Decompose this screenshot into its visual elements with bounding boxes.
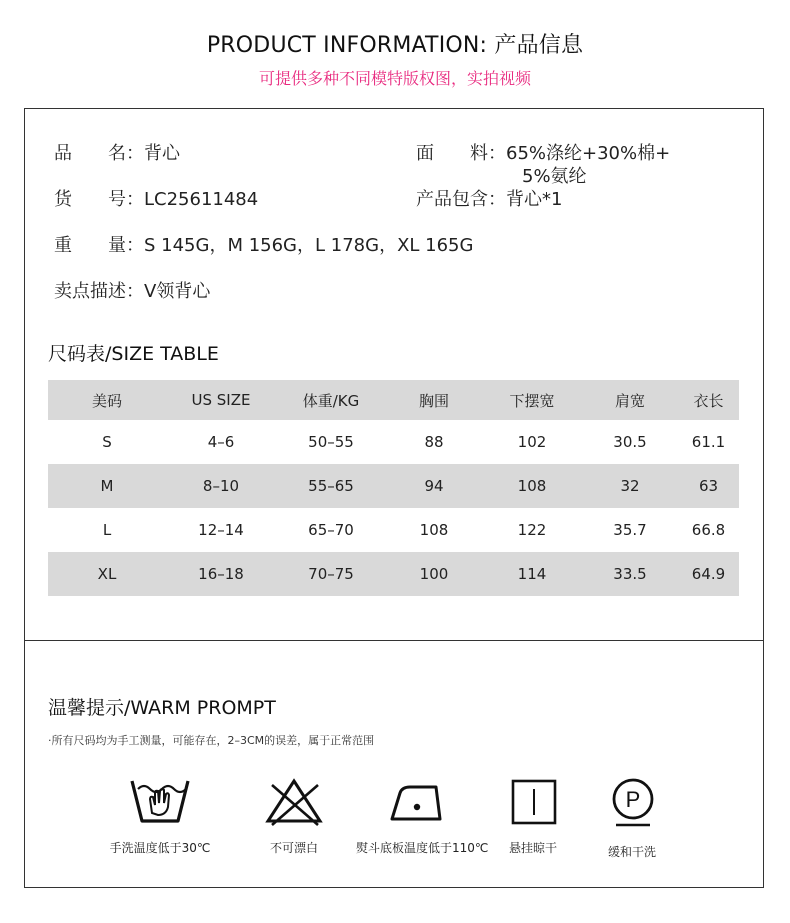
info-selling (54, 277, 210, 303)
table-cell: 4–6 (207, 433, 235, 451)
table-cell: M (100, 477, 114, 495)
table-header-cell: 下摆宽 (509, 391, 555, 410)
info-weight-label: 重 量： (54, 235, 144, 256)
info-contents (416, 185, 562, 211)
table-cell: L (102, 521, 112, 539)
table-header-cell: 肩宽 (614, 391, 645, 410)
table-header-row (48, 380, 739, 420)
info-contents-value: 背心*1 (506, 189, 563, 210)
table-row (48, 464, 739, 508)
svg-text:P: P (625, 787, 641, 812)
table-cell: 55–65 (308, 477, 354, 495)
table-cell: 88 (424, 433, 444, 451)
info-selling-label: 卖点描述： (54, 281, 144, 302)
table-cell: 102 (517, 433, 547, 451)
info-name (54, 139, 180, 165)
care-item-dry-clean (572, 775, 692, 860)
care-item-iron (356, 775, 489, 856)
page-subtitle: 可提供多种不同模特版权图，实拍视频 (258, 69, 531, 88)
table-cell: 30.5 (613, 433, 647, 451)
table-cell: 108 (419, 521, 449, 539)
info-material-value-1: 65%涤纶+30%棉+ (506, 143, 671, 164)
table-cell: 66.8 (691, 521, 726, 539)
info-weight (54, 231, 473, 257)
table-cell: 16–18 (198, 565, 244, 583)
care-label: 不可漂白 (269, 841, 318, 855)
table-cell: 70–75 (308, 565, 354, 583)
info-name-value: 背心 (144, 143, 180, 164)
hang-dry-icon (501, 775, 565, 827)
table-cell: 94 (424, 477, 444, 495)
info-selling-value: V领背心 (144, 281, 211, 302)
table-cell: S (102, 433, 112, 451)
info-name-label: 品 名： (54, 143, 144, 164)
care-label: 悬挂晾干 (508, 841, 557, 855)
iron-low-icon (384, 775, 448, 827)
table-cell: 63 (698, 477, 719, 495)
no-bleach-icon (262, 775, 326, 827)
page-title: PRODUCT INFORMATION: 产品信息 (206, 33, 584, 58)
table-cell: 64.9 (691, 565, 726, 583)
info-code-value: LC25611484 (144, 189, 259, 210)
table-cell: 65–70 (308, 521, 354, 539)
care-label: 熨斗底板温度低于110℃ (356, 841, 489, 855)
table-cell: 32 (620, 477, 640, 495)
warm-prompt-heading: 温馨提示/WARM PROMPT (48, 697, 276, 719)
table-cell: 100 (419, 565, 449, 583)
size-table (48, 380, 739, 596)
table-row (48, 420, 739, 464)
info-material-value-2: 5%氨纶 (522, 166, 587, 187)
care-item-no-bleach (234, 775, 354, 856)
table-cell: 12–14 (198, 521, 244, 539)
care-label: 手洗温度低于30℃ (109, 841, 211, 855)
info-material-label: 面 料： (416, 143, 506, 164)
info-code-label: 货 号： (54, 189, 144, 210)
care-label: 缓和干洗 (607, 845, 656, 859)
size-table-heading: 尺码表/SIZE TABLE (48, 343, 219, 365)
care-item-hand-wash (100, 775, 220, 856)
table-cell: 33.5 (613, 565, 647, 583)
table-row (48, 508, 739, 552)
gentle-dry-clean-icon (600, 775, 664, 831)
table-cell: 35.7 (613, 521, 647, 539)
hand-wash-icon (128, 775, 192, 827)
measurement-note: ·所有尺码均为手工测量，可能存在，2–3CM的误差，属于正常范围 (48, 734, 375, 747)
table-header-cell: 胸围 (418, 391, 449, 410)
info-code (54, 185, 258, 211)
table-cell: XL (97, 565, 117, 583)
table-header-cell: 体重/KG (302, 391, 360, 410)
table-cell: 8–10 (202, 477, 240, 495)
table-cell: 61.1 (691, 433, 726, 451)
table-cell: 108 (517, 477, 547, 495)
table-cell: 122 (517, 521, 547, 539)
table-cell: 114 (517, 565, 547, 583)
table-cell: 50–55 (308, 433, 354, 451)
info-contents-label: 产品包含： (416, 189, 506, 210)
info-weight-value: S 145G，M 156G，L 178G，XL 165G (144, 235, 474, 256)
table-header-cell: US SIZE (191, 391, 251, 409)
table-header-cell: 美码 (91, 391, 122, 410)
table-header-cell: 衣长 (693, 391, 724, 410)
table-row (48, 552, 739, 596)
